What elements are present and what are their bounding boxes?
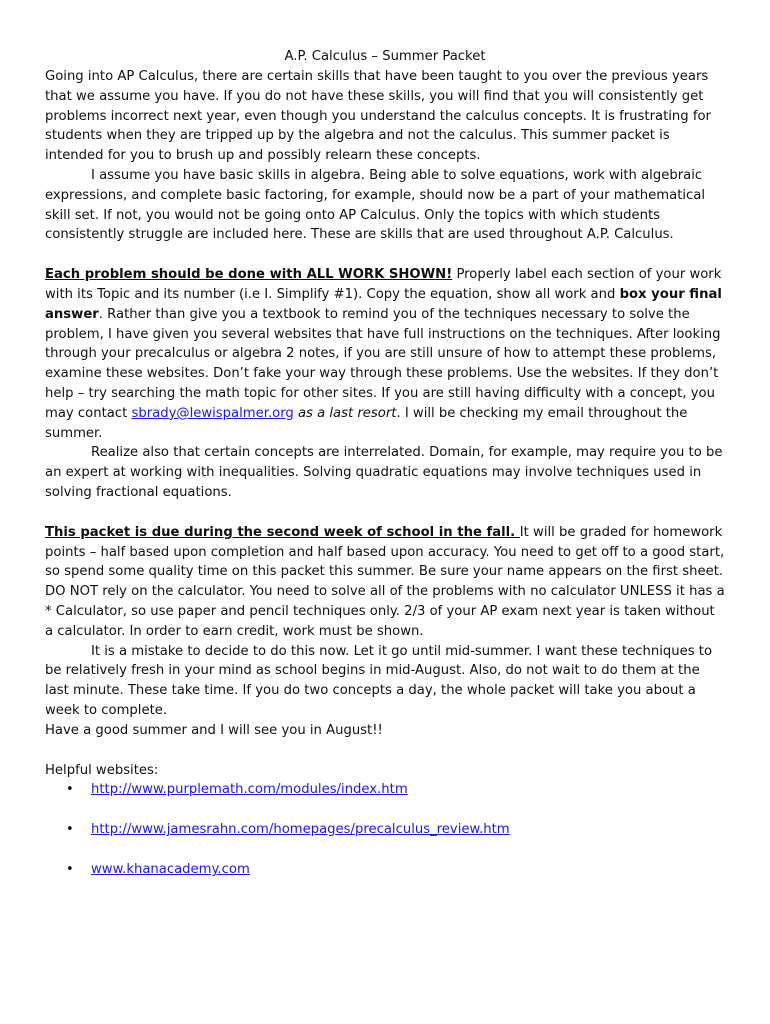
list-item xyxy=(45,820,725,860)
work-instructions-lead: Each problem should be done with ALL WORK SHOWN! xyxy=(45,267,453,283)
website-link-purplemath[interactable]: http://www.purplemath.com/modules/index.htm xyxy=(91,782,408,798)
interrelated-paragraph: Realize also that certain concepts are interrelated. Domain, for example, may require you to be an expert at working with inequalities. Solving quadratic equations may involve techniques used in solving fractional equations. xyxy=(45,445,723,500)
page-title: A.P. Calculus – Summer Packet xyxy=(284,49,486,64)
list-item xyxy=(45,780,725,820)
bullet-icon: • xyxy=(66,822,74,838)
mistake-paragraph: It is a mistake to decide to do this now. Let it go until mid-summer. I want these techniques to be relatively fresh in your mind as school begins in mid-August. Also, do not wait to do them at the last minute. These take time. If you do two concepts a day, the whole packet will take you about a week to complete. xyxy=(45,643,713,718)
bullet-icon: • xyxy=(66,862,74,878)
website-link-jamesrahn[interactable]: http://www.jamesrahn.com/homepages/precalculus_review.htm xyxy=(91,822,510,838)
intro-paragraph-2: I assume you have basic skills in algebra. Being able to solve equations, work with algebraic expressions, and complete basic factoring, for example, should now be a part of your mathematical skill set. If not, you would not be going onto AP Calculus. Only the topics with which students consistently struggle are included here. These are skills that are used throughout A.P. Calculus. xyxy=(45,167,706,243)
document-page xyxy=(45,47,725,880)
websites-list xyxy=(45,780,725,880)
list-item xyxy=(45,860,725,880)
work-instructions-paragraph xyxy=(45,265,725,443)
work-instructions-text-a: Properly label each section of your work with its Topic and its number (i.e I. Simplify #1). Copy the equation, show all work and xyxy=(45,267,722,302)
due-date-paragraph xyxy=(45,523,725,642)
helpful-websites-heading: Helpful websites: xyxy=(45,762,159,778)
intro-paragraph-1: Going into AP Calculus, there are certain skills that have been taught to you over the previous years that we assume you have. If you do not have these skills, you will find that you will consistently get problems incorrect next year, even though you understand the calculus concepts. It is frustrating for students when they are tripped up by the algebra and not the calculus. This summer packet is intended for you to brush up and possibly relearn these concepts. xyxy=(45,69,711,164)
due-date-lead: This packet is due during the second week of school in the fall. xyxy=(45,524,520,540)
website-link-khanacademy[interactable]: www.khanacademy.com xyxy=(91,862,250,878)
bullet-icon: • xyxy=(66,782,74,798)
work-instructions-text-c: . I will be checking my email throughout the summer. xyxy=(45,405,688,441)
box-final-answer-emphasis: box your final answer xyxy=(45,286,722,322)
last-resort-text: as a last resort xyxy=(293,405,397,421)
due-date-text: It will be graded for homework points – half based upon completion and half based upon accuracy. You need to get off to a good start, so spend some quality time on this packet this summer. Be sure your name appears on the first sheet. DO NOT rely on the calculator. You need to solve all of the problems with no calculator UNLESS it has a * Calculator, so use paper and pencil techniques only. 2/3 of your AP exam next year is taken without a calculator. In order to earn credit, work must be shown. xyxy=(45,524,725,639)
email-link[interactable]: sbrady@lewispalmer.org xyxy=(131,405,294,421)
work-instructions-text-b: . Rather than give you a textbook to remind you of the techniques necessary to solve the problem, I have given you several websites that have full instructions on the techniques. After looking through your precalculus or algebra 2 notes, if you are still unsure of how to attempt these problems, examine these websites. Don’t fake your way through these problems. Use the websites. If they don’t help – try searching the math topic for other sites. If you are still having difficulty with a concept, you may contact xyxy=(45,306,721,421)
closing-line: Have a good summer and I will see you in August!! xyxy=(45,722,383,738)
